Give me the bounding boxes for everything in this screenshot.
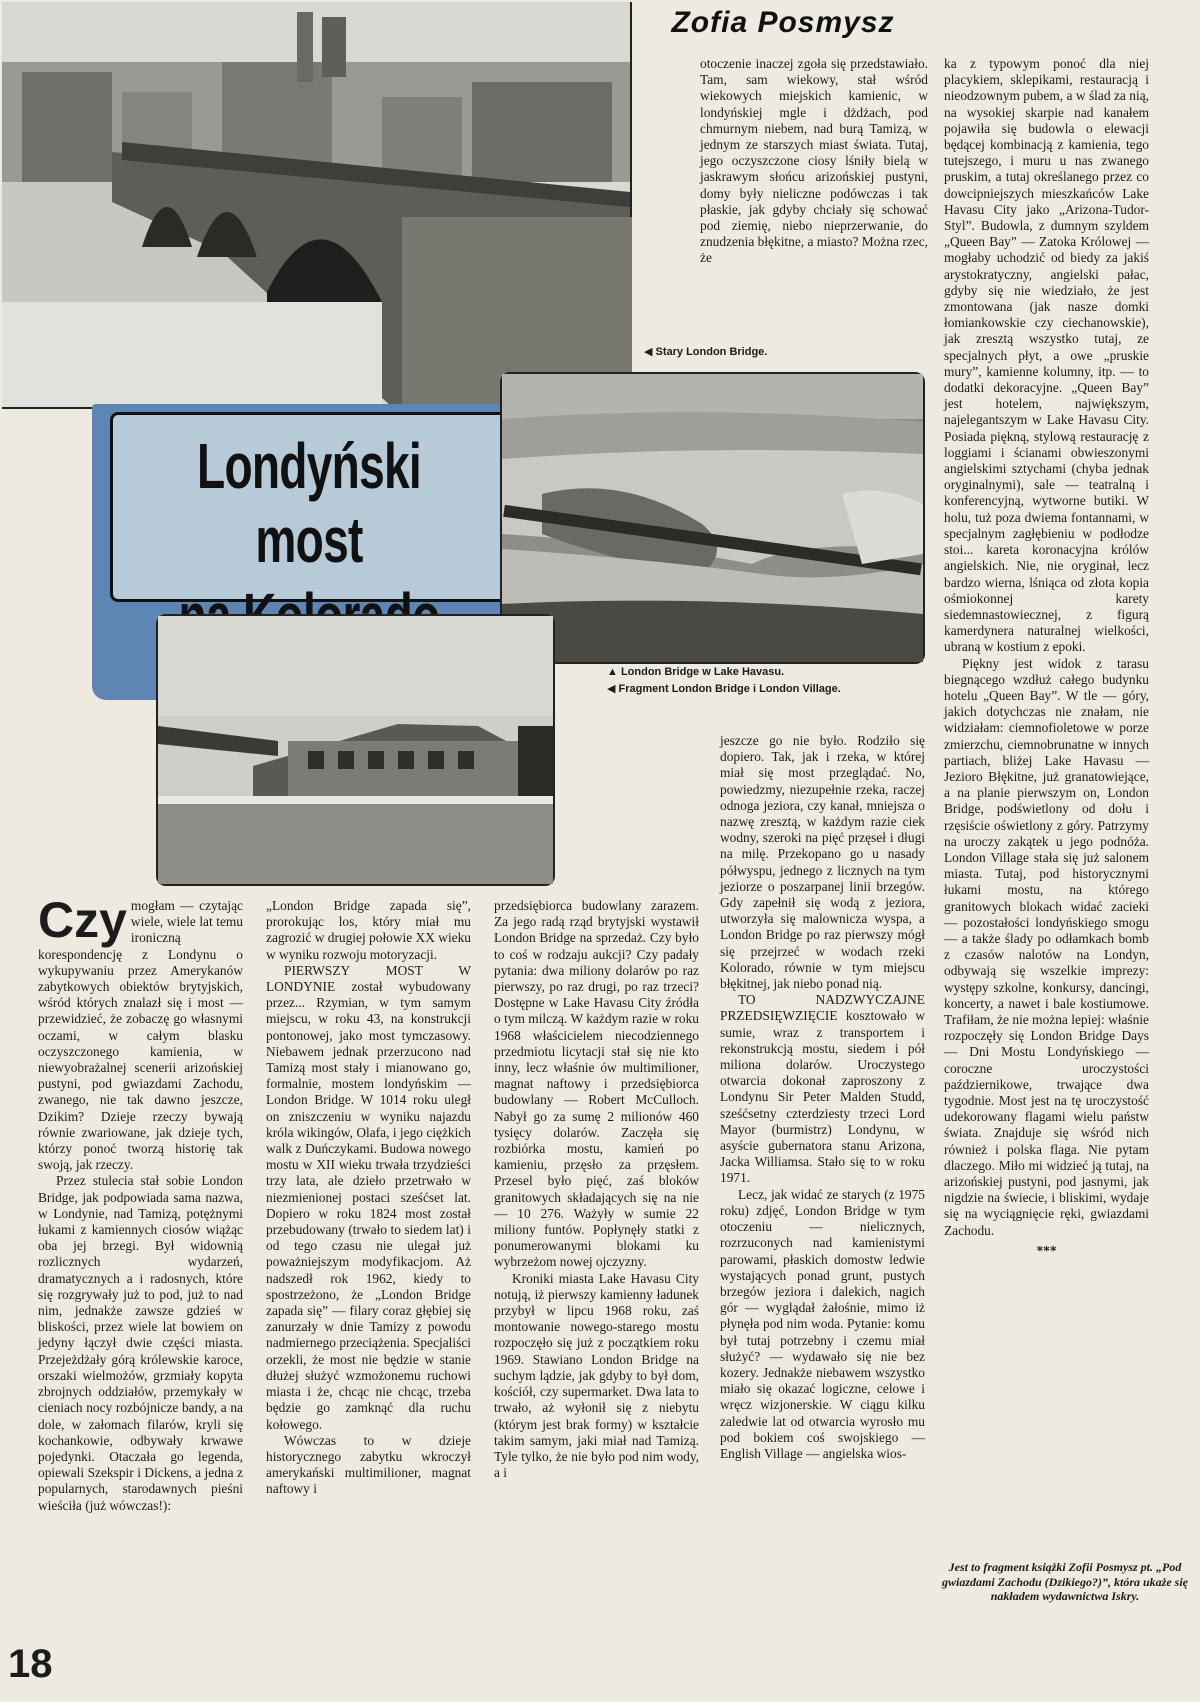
photo-lake-havasu-bridge — [500, 372, 925, 664]
column-1-paragraph-1 — [38, 892, 243, 1173]
caption-village: ◀ Fragment London Bridge i London Village. — [607, 683, 841, 695]
column-3-paragraph-2: Kroniki miasta Lake Havasu City notują, iż pierwszy kamienny ładunek przybył w lipcu 1968 roku, zaś montowanie nowego-starego mostu rozpoczęło się już z początkiem roku 1969. Stawiano London Bridge na suchym lądzie, jak gdyby to był dom, kościół, czy supermarket. Dwa lata to trwało, aż wyłonił się z niebytu (którym jest brak formy) w kształcie takim samym, jaki miał nad Tamizą. Tyle tylko, że nie było pod nim wody, a i — [494, 1270, 699, 1481]
column-3 — [494, 898, 699, 1481]
old-bridge-illustration — [2, 2, 630, 407]
column-4-paragraph-1: jeszcze go nie było. Rodziło się dopiero. Tak, jak i rzeka, w której miał się most przeglądać. No, powiedzmy, niezupełnie rzeka, raczej odnoga jeziora, czy kanał, mniejsza o nazwę zresztą, w każdym razie ciek wodny, szeroki na pięć przęseł i długi na milę. Przekopano go u nasady półwyspu, jednego z licznych na tym jeziorze o poszarpanej linii brzegów. Gdy zapełnił się wodą z jeziora, utworzyła się malownicza wyspa, a London Bridge po raz pierwszy mógł się przejrzeć w wodach rzeki Kolorado, równie w tym miejscu błękitnej, jak niebo ponad nią. — [720, 733, 925, 992]
column-5-paragraph-1: ka z typowym ponoć dla niej placykiem, sklepikami, restauracją i nieodzownym pubem, a w ślad za nią, na wysokiej skarpie nad kanałem pojawiła się budowla o elewacji będącej kombinacją z kamienia, tego tutejszego, i muru u nas zwanego pruskim, a tutaj określanego przez co dowcipniejszych mieszkańców Lake Havasu City jako „Arizona-Tudor-Styl”. Budowla, z dumnym szyldem „Queen Bay” — Zatoka Królowej — mogłaby uchodzić od biedy za jakiś arystokratyczny, angielski pałac, gdyby się nie wiedziało, że jest zmontowana (jak nasze domki łomiankowskie czy ciechanowskie), jak zresztą wszystko tutaj, ze specjalnych płyt, a owe „pruskie mury”, kamienne kolumny, itp. — to dodatki dekoracyjne. „Queen Bay” jest hotelem, największym, najelegantszym w Lake Havasu City. Posiada piękną, stylową restaurację z loggiami i ścianami obwieszonymi angielskimi sztychami (chyba jednak oryginalnymi), sale — teatralną i konferencyjną, wytworne butiki. W holu, tuż poza dwiema fontannami, w specjalnym zagłębieniu w podłodze stoi... kareta koronacyjna królów angielskich. Nie, nie oryginał, lecz bardzo wierna, lśniąca od złota kopia ośmiokonnej karety siedemnastowiecznej, z figurą kamerdynera naturalnej wielkości, ubraną w kostium z epoki. — [944, 56, 1149, 655]
column-2 — [266, 898, 471, 1498]
book-note: Jest to fragment książki Zofii Posmysz pt. „Pod gwiazdami Zachodu (Dzikiego?)”, która ukaże się nakładem wydawnictwa Iskry. — [941, 1560, 1188, 1603]
title-box — [110, 412, 508, 602]
column-2-paragraph-1: „London Bridge zapada się”, prorokując los, który miał mu zagrozić w drugiej połowie XX wieku w wyniku rozwoju motoryzacji. — [266, 898, 471, 962]
column-1-paragraph-2: Przez stulecia stał sobie London Bridge, jak podpowiada sama nazwa, w Londynie, nad Tamizą, potężnymi łukami z kamiennych ciosów wiążąc oba jej brzegi. Był widownią rozlicznych wydarzeń, dramatycznych a i radosnych, które się rozgrywały już to pod, już to nad nim, jednakże zawsze gdzieś w bliskości, przez wiele lat bowiem on jedyny łączył dwie części miasta. Przejeżdżały górą królewskie karoce, orszaki wielmożów, grzmiały kopyta zbrojnych oddziałów, przemykały w cieniach nocy rozbójnicze bandy, a na dole, w załomach filarów, kryli się kochankowie, odbywały krwawe pojedynki. Otaczała go legenda, opiewali Szekspir i Dickens, a jedna z popularnych, starodawnych pieśni wieściła (już wówczas!): — [38, 1173, 243, 1513]
column-4-paragraph-3: Lecz, jak widać ze starych (z 1975 roku) zdjęć, London Bridge w tym otoczeniu — nielicznych, rozrzuconych nad kamienistymi parowami, płaskich domostw ledwie wystających ponad grunt, pustych brzegów jeziora i dalekich, nagich gór — wyglądał żałośnie, mimo iż płynęła pod nim woda. Pytanie: komu był tutaj potrzebny i czemu miał służyć? — wydawało się nie bez kozery. Jednakże niebawem wszystko miało się okazać logiczne, celowe i wręcz wizjonerskie. W ciągu kilku zaledwie lat od otwarcia wyrosło mu pod bokiem coś swojskiego — English Village — angielska wios- — [720, 1186, 925, 1461]
column-4-paragraph-2: TO NADZWYCZAJNE PRZEDSIĘWZIĘCIE kosztowało w sumie, wraz z transportem i rekonstrukcją mostu, siedem i pół miliona dolarów. Uroczystego otwarcia dokonał zaproszony z Londynu Sir Peter Malden Studd, sześćsetny czterdziesty trzeci Lord Mayor (burmistrz) Londynu, w asyście gubernatora stanu Arizona, Jacka Williamsa. Stało się to w roku 1971. — [720, 992, 925, 1186]
column-1 — [38, 892, 243, 1514]
column-3-top-paragraph: otoczenie inaczej zgoła się przedstawiało. Tam, sam wiekowy, stał wśród wiekowych miejskich kamienic, w londyńskiej mgle i dżdżach, pod chmurnym niebem, nad burą Tamizą, w jednym ze starszych miast świata. Tutaj, jego oczyszczone ciosy lśniły bielą w jaskrawym słońcu arizońskiej pustyni, domy były nieliczne podówczas i tak płaskie, jak gdyby chciały się schować pod ziemię, niebo nieprzerwanie, do znudzenia błękitne, a miasto? Można rzec, że — [700, 56, 928, 266]
london-village-illustration — [158, 616, 553, 884]
caption-old-bridge: ◀ Stary London Bridge. — [644, 346, 768, 358]
column-3-paragraph-1: przedsiębiorca budowlany zarazem. Za jego radą rząd brytyjski wystawił London Bridge na sprzedaż. Czy było to coś w rodzaju aukcji? Czy padały pytania: dwa miliony dolarów po raz pierwszy, po raz drugi, po raz trzeci? Dostępne w Lake Havasu City źródła o tym milczą. W każdym razie w roku 1968 właścicielem niecodziennego przedmiotu licytacji stał się nie kto inny, lecz właśnie ów multimilioner, magnat naftowy i przedsiębiorca budowlany — Robert McCulloch. Nabył go za sumę 2 milionów 460 tysięcy dolarów. Zaczęła się rozbiórka mostu, kamień po kamieniu, przęsło za przęsłem. Przesel było pięć, zaś bloków granitowych składających się na nie — 10 276. Ważyły w sumie 22 miliony funtów. Popłynęły statki z ponumerowanymi blokami ku wybrzeżom nowej ojczyzny. — [494, 898, 699, 1270]
caption-lake-bridge: ▲ London Bridge w Lake Havasu. — [607, 666, 785, 678]
title-line-1: Londyński most — [197, 430, 421, 576]
section-stars: *** — [1036, 1242, 1057, 1258]
column-5-paragraph-2: Piękny jest widok z tarasu biegnącego wzdłuż całego budynku hotelu „Queen Bay”. W tle — góry, jakich dotychczas nie znałam, nie widziałam: ciemnofioletowe w porze zmierzchu, ciemnobrunatne w innych partiach, bliżej Lake Havasu — Jezioro Błękitne, już granatowiejące, a na planie pierwszym on, London Bridge, podświetlony od dołu i rzęsiście oświetlony z góry. Patrzymy na uroczy zakątek u jego podnóża. London Village stała się już salonem miasta. Tutaj, pod historycznymi łukami mostu, na którego granitowych blokach widać zacieki — pozostałości londyńskiego smogu — a także ślady po odłamkach bomb z czasów nalotów na Londyn, odbywają się wszelkie imprezy: występy szkolne, konkursy, dancingi, koncerty, a nawet i bale kostiumowe. Trafiłam, że nie można lepiej: właśnie rozpoczęły się London Bridge Days — Dni Mostu Londyńskiego — coroczne uroczystości październikowe, trwające dwa tygodnie. Most jest na tę uroczystość udekorowany flagami wielu państw świata. Znajduje się wśród nich również i polska flaga. Nie pytam dlaczego. Miło mi widzieć ją tutaj, na arizońskiej pustyni, pod jasnymi, jak nigdzie na świecie, i bliskimi, wydaje się na wyciągnięcie ręki, gwiazdami Zachodu. — [944, 655, 1149, 1238]
column-3-top — [700, 56, 928, 267]
column-2-paragraph-3: Wówczas to w dzieje historycznego zabytku wkroczył amerykański multimilioner, magnat naftowy i — [266, 1432, 471, 1497]
column-1-paragraph-1-text: mogłam — czytając wiele, wiele lat temu ironiczną korespondencję z Londynu o wykupywaniu przez Amerykanów zabytkowych obiektów brytyjskich, wśród których znalazł się i most — przewidzieć, że zobaczę go własnymi oczami, w całym blasku oczyszczonego kamienia, w niewyobrażalnej scenerii arizońskiej pustyni, pod gwiazdami Zachodu, zwanego, nie tak dawno jeszcze, Dzikim? Dzieje rzeczy bywają równie zwariowane, jak dzieje tych, którzy ponoć tworzą historię tak swoją, jak rzeczy. — [38, 898, 243, 1173]
column-5 — [944, 56, 1149, 1259]
photo-old-london-bridge — [2, 2, 632, 409]
author-name: Zofia Posmysz — [671, 6, 895, 39]
dropcap: Czy — [38, 892, 127, 948]
photo-london-village — [156, 614, 555, 886]
column-2-paragraph-2: PIERWSZY MOST W LONDYNIE został wybudowany przez... Rzymian, w tym samym miejscu, w roku 43, na konstrukcji pontonowej, jako most tymczasowy. Niebawem jednak przerzucono nad Tamizą most stały i mianowano go, formalnie, mostem londyńskim — London Bridge. W 1014 roku uległ on zniszczeniu w wyniku najazdu króla wikingów, Olafa, i jego ciężkich walk z Duńczykami. Budowa nowego mostu w XII wieku trwała trzydzieści trzy lata, ale dzieło przetrwało w niezmienionej postaci sześćset lat. Dopiero w roku 1824 most został przebudowany (trwało to siedem lat) i od tego czasu nie ulegał już poważniejszym modyfikacjom. Aż nadszedł rok 1962, kiedy to spostrzeżono, że „London Bridge zapada się” — filary coraz głębiej się zanurzały w dnie Tamizy z powodu nadmiernego przeciążenia. Specjaliści orzekli, że most nie będzie w stanie dłużej służyć wzmożonemu ruchowi miasta i że, chcąc nie chcąc, trzeba będzie go zamknąć dla ruchu kołowego. — [266, 962, 471, 1432]
page-number: 18 — [8, 1642, 53, 1686]
column-4 — [720, 733, 925, 1462]
lake-havasu-illustration — [502, 374, 923, 662]
